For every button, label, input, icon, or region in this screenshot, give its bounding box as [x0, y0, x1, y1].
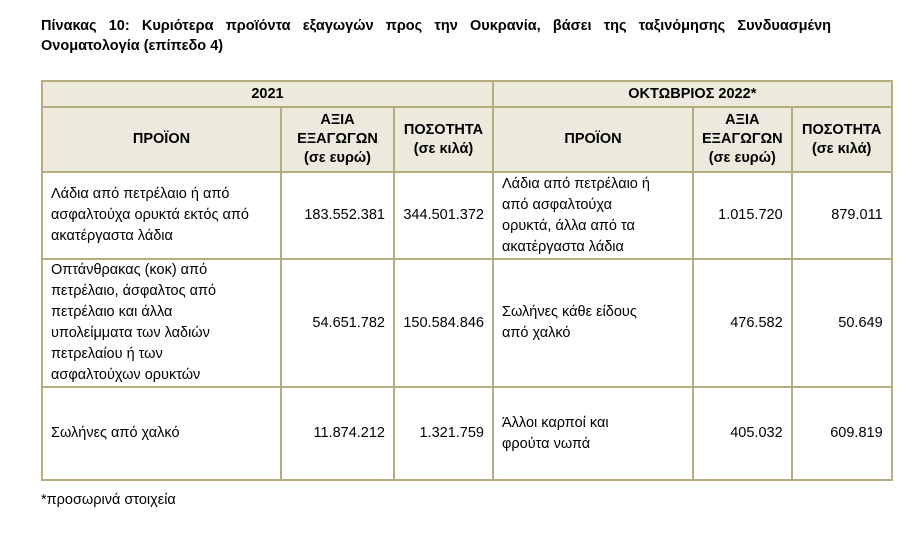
product-line: Σωλήνες από χαλκό	[51, 425, 180, 441]
period-header-row	[42, 81, 892, 107]
header-line: ΠΟΣΟΤΗΤΑ	[801, 121, 882, 138]
product-line: ακατέργαστα λάδια	[51, 228, 173, 244]
product-line: από ασφαλτούχα	[502, 196, 612, 213]
product-cell-2022	[493, 172, 693, 259]
column-header-product-2021: ΠΡΟΪΟΝ	[42, 107, 281, 172]
exports-table	[41, 80, 893, 481]
product-line: ασφαλτούχα ορυκτά εκτός από	[51, 207, 249, 223]
product-line: πετρέλαιο, άσφαλτος από	[51, 283, 217, 299]
quantity-cell-2022: 609.819	[792, 387, 892, 480]
product-line: Λάδια από πετρέλαιο ή	[502, 175, 650, 192]
header-line: ΠΟΣΟΤΗΤΑ	[403, 121, 484, 138]
product-line: από χαλκό	[502, 325, 571, 341]
footnote: *προσωρινά στοιχεία	[41, 492, 176, 508]
period-october-2022: ΟΚΤΩΒΡΙΟΣ 2022*	[493, 81, 892, 107]
column-header-row	[42, 107, 892, 172]
product-cell-2021	[42, 259, 281, 387]
product-line: Άλλοι καρποί και	[502, 414, 609, 431]
quantity-cell-2022: 879.011	[792, 172, 892, 259]
column-header-quantity-2021	[394, 107, 493, 172]
header-line: ΑΞΙΑ	[320, 112, 355, 128]
product-line: ορυκτά, άλλα από τα	[502, 217, 635, 234]
product-cell-2021	[42, 387, 281, 480]
table-title: Πίνακας 10: Κυριότερα προϊόντα εξαγωγών προς την Ουκρανία, βάσει της ταξινόμησης Συνδυασμένη Ονοματολογία (επίπεδο 4)	[41, 18, 831, 54]
value-cell-2021: 183.552.381	[281, 172, 394, 259]
product-cell-2021	[42, 172, 281, 259]
product-line: υπολείμματα των λαδιών	[51, 325, 210, 341]
header-line: ΕΞΑΓΩΓΩΝ	[702, 131, 783, 147]
product-line: πετρελαίου ή των	[51, 346, 163, 362]
header-line: (σε κιλά)	[811, 140, 872, 157]
value-cell-2021: 54.651.782	[281, 259, 394, 387]
table-row	[42, 259, 892, 387]
value-cell-2021: 11.874.212	[281, 387, 394, 480]
header-line: (σε κιλά)	[413, 140, 474, 157]
product-line: Σωλήνες κάθε είδους	[502, 304, 637, 320]
product-cell-2022	[493, 259, 693, 387]
column-header-value-2022	[693, 107, 792, 172]
column-header-value-2021	[281, 107, 394, 172]
header-line: (σε ευρώ)	[303, 150, 372, 166]
product-cell-2022	[493, 387, 693, 480]
product-line: ασφαλτούχων ορυκτών	[51, 367, 201, 383]
quantity-cell-2021: 150.584.846	[394, 259, 493, 387]
table-row	[42, 172, 892, 259]
quantity-cell-2021: 1.321.759	[394, 387, 493, 480]
header-line: ΑΞΙΑ	[725, 112, 760, 128]
column-header-product-2022: ΠΡΟΪΟΝ	[493, 107, 693, 172]
product-line: φρούτα νωπά	[502, 435, 591, 452]
header-line: ΕΞΑΓΩΓΩΝ	[297, 131, 378, 147]
header-line: (σε ευρώ)	[708, 150, 776, 166]
value-cell-2022: 405.032	[693, 387, 792, 480]
column-header-quantity-2022	[792, 107, 892, 172]
period-2021: 2021	[42, 81, 493, 107]
product-line: ακατέργαστα λάδια	[502, 238, 624, 255]
quantity-cell-2022: 50.649	[792, 259, 892, 387]
product-line: Λάδια από πετρέλαιο ή από	[51, 186, 230, 202]
product-line: πετρέλαιο και άλλα	[51, 304, 173, 320]
product-line: Οπτάνθρακας (κοκ) από	[51, 262, 208, 278]
quantity-cell-2021: 344.501.372	[394, 172, 493, 259]
value-cell-2022: 476.582	[693, 259, 792, 387]
table-row	[42, 387, 892, 480]
value-cell-2022: 1.015.720	[693, 172, 792, 259]
